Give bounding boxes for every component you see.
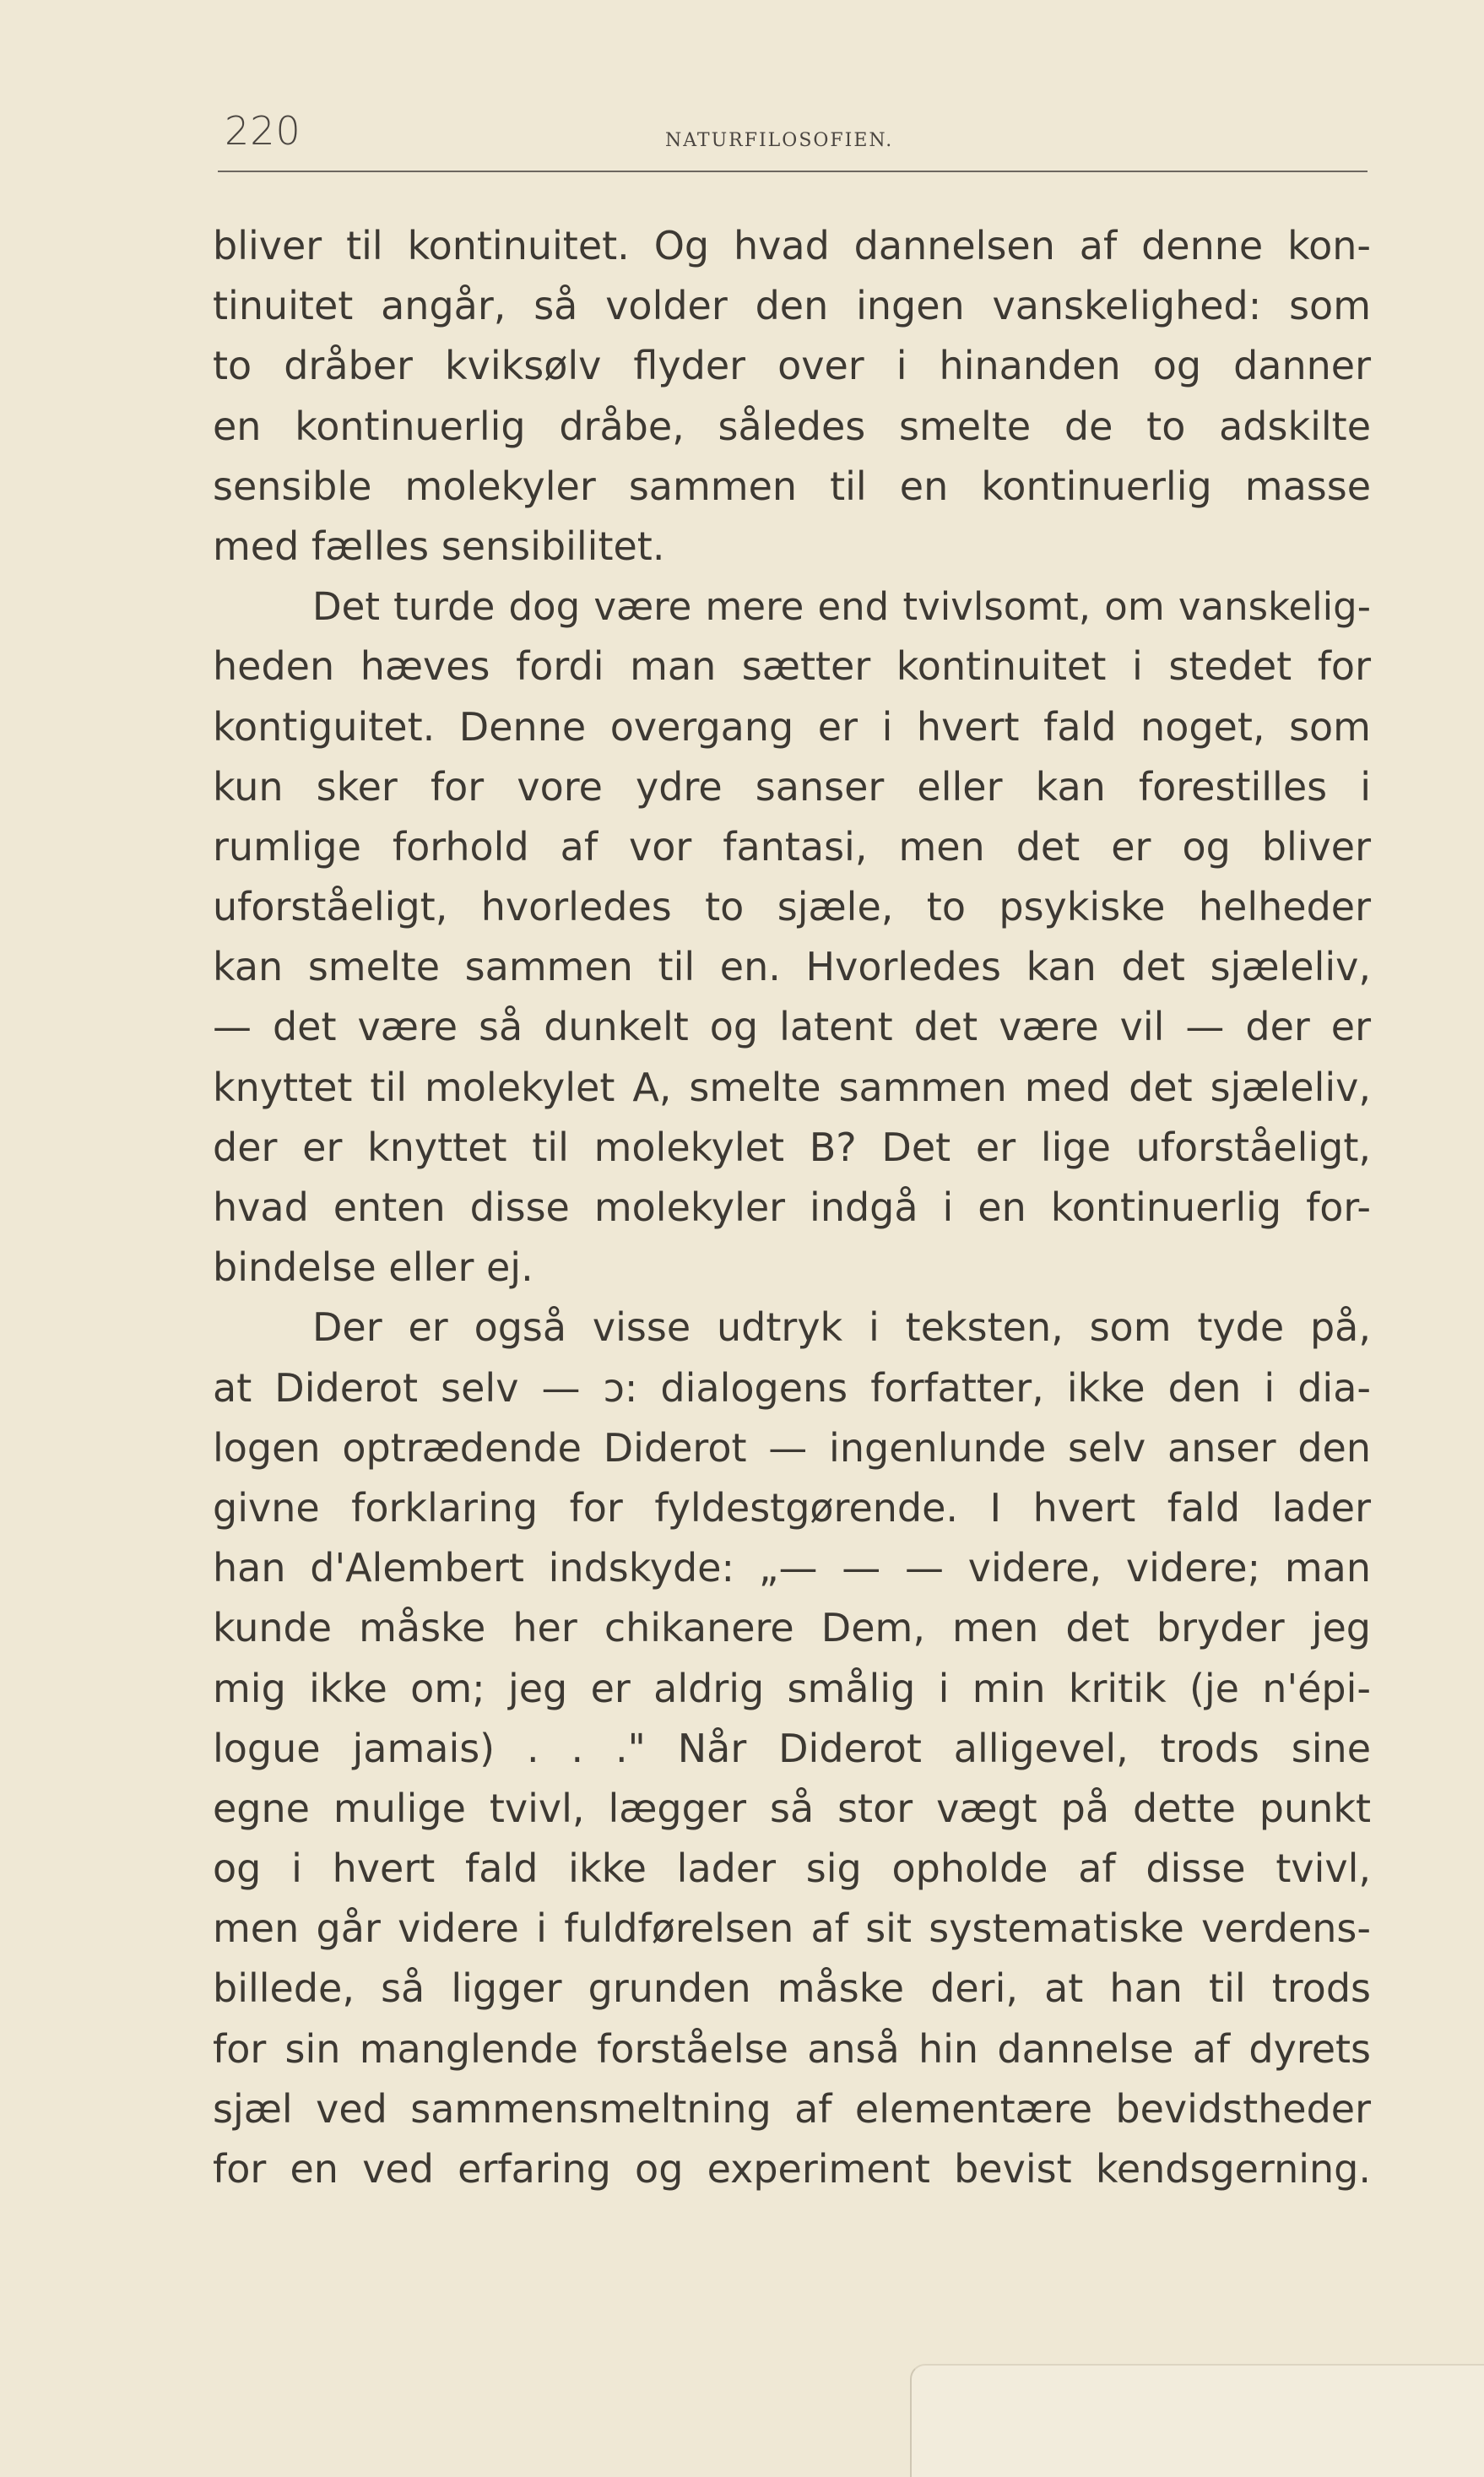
text-line: kan smelte sammen til en. Hvorledes kan det sjæleliv,: [213, 944, 1371, 990]
text-line: egne mulige tvivl, lægger så stor vægt på dette punkt: [213, 1785, 1371, 1831]
text-line: en kontinuerlig dråbe, således smelte de to adskilte: [213, 403, 1371, 449]
text-line: med fælles sensibilitet.: [213, 523, 665, 569]
text-line: — det være så dunkelt og latent det være vil — der er: [213, 1004, 1371, 1050]
page-number: 220: [225, 108, 301, 154]
text-line: Det turde dog være mere end tvivlsomt, om vanskelig-: [312, 584, 1371, 630]
text-line: uforståeligt, hvorledes to sjæle, to psykiske helheder: [213, 884, 1371, 930]
text-line: rumlige forhold af vor fantasi, men det er og bliver: [213, 823, 1371, 870]
text-line: kunde måske her chikanere Dem, men det bryder jeg: [213, 1605, 1371, 1651]
text-line: bliver til kontinuitet. Og hvad dannelsen af denne kon-: [213, 223, 1371, 268]
text-line: to dråber kviksølv flyder over i hinanden og danner: [213, 343, 1371, 389]
text-line: knyttet til molekylet A, smelte sammen med det sjæleliv,: [213, 1064, 1371, 1110]
text-line: og i hvert fald ikke lader sig opholde af disse tvivl,: [213, 1846, 1371, 1892]
text-line: billede, så ligger grunden måske deri, at han til trods: [213, 1965, 1371, 2012]
text-line: logen optrædende Diderot — ingenlunde selv anser den: [213, 1424, 1371, 1471]
text-line: hvad enten disse molekyler indgå i en kontinuerlig for-: [213, 1184, 1371, 1230]
text-line: sensible molekyler sammen til en kontinuerlig masse: [213, 463, 1371, 509]
text-line: for en ved erfaring og experiment bevist kendsgerning.: [213, 2146, 1371, 2192]
text-line: for sin manglende forståelse anså hin dannelse af dyrets: [213, 2025, 1371, 2072]
header-rule: [218, 171, 1368, 172]
running-head: NATURFILOSOFIEN.: [665, 130, 894, 151]
body-text: [213, 216, 1371, 2199]
text-line: han d'Alembert indskyde: „— — — videre, videre; man: [213, 1545, 1371, 1591]
page-corner-mark: [910, 2364, 1484, 2477]
text-line: kontiguitet. Denne overgang er i hvert fald noget, som: [213, 703, 1371, 750]
paragraph-3: [213, 1298, 1371, 2199]
text-line: Der er også visse udtryk i teksten, som tyde på,: [312, 1304, 1371, 1351]
page-header: [218, 100, 1368, 176]
paragraph-1: [213, 216, 1371, 577]
text-line: givne forklaring for fyldestgørende. I hvert fald lader: [213, 1484, 1371, 1531]
text-line: men går videre i fuldførelsen af sit systematiske verdens-: [213, 1905, 1371, 1952]
text-line: bindelse eller ej.: [213, 1244, 533, 1291]
text-line: mig ikke om; jeg er aldrig smålig i min kritik (je n'épi-: [213, 1665, 1371, 1711]
paragraph-2: [213, 577, 1371, 1298]
text-line: sjæl ved sammensmeltning af elementære bevidstheder: [213, 2085, 1371, 2132]
text-line: der er knyttet til molekylet B? Det er lige uforståeligt,: [213, 1124, 1371, 1170]
text-line: logue jamais) . . ." Når Diderot alligevel, trods sine: [213, 1725, 1371, 1771]
text-line: heden hæves fordi man sætter kontinuitet i stedet for: [213, 643, 1371, 690]
text-line: tinuitet angår, så volder den ingen vanskelighed: som: [213, 283, 1371, 329]
text-line: at Diderot selv — ɔ: dialogens forfatter, ikke den i dia-: [213, 1364, 1371, 1411]
text-line: kun sker for vore ydre sanser eller kan forestilles i: [213, 763, 1371, 810]
